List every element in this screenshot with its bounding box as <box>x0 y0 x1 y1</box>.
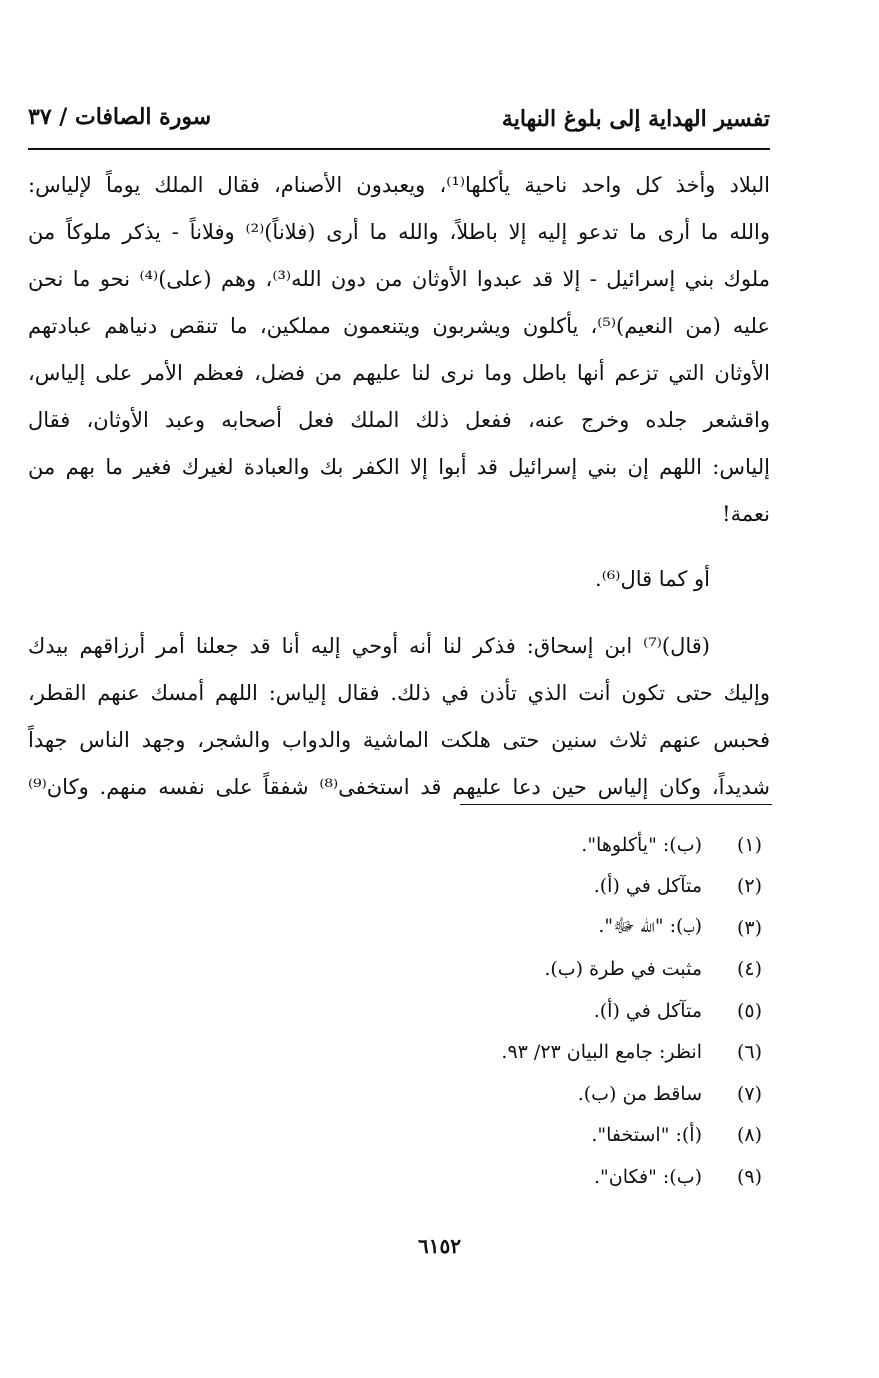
text-line: ملوك بني إسرائيل - إلا قد عبدوا الأوثان من دون الله⁽³⁾، وهم (على)⁽⁴⁾ نحو ما نحن <box>28 267 770 291</box>
footnote-text: متآكل في (أ). <box>593 875 702 898</box>
text-line: الأوثان التي تزعم أنها باطل وما نرى لنا عليهم من فضل، فعظم الأمر على إلياس، <box>28 361 770 385</box>
footnote-text: (ب): "يأكلوها". <box>581 833 702 856</box>
surah-page-label: سورة الصافات / ٣٧ <box>28 104 212 130</box>
footnote-number: (٦) <box>736 1041 762 1064</box>
footnotes <box>300 824 762 1198</box>
footnote-text: ساقط من (ب). <box>577 1082 702 1105</box>
footnote-text: (أ): "استخفا". <box>591 1124 702 1147</box>
footnote-text: انظر: جامع البيان ٢٣/ ٩٣. <box>501 1041 702 1064</box>
footnote <box>300 824 762 866</box>
closing-line: أو كما قال⁽⁶⁾. <box>595 567 710 591</box>
page-number: ٦١٥٢ <box>418 1234 461 1258</box>
footnote <box>300 1073 762 1115</box>
footnote <box>300 949 762 991</box>
text-line: إلياس: اللهم إن بني إسرائيل قد أبوا إلا الكفر بك والعبادة لغيرك فغير ما بهم من <box>28 455 770 479</box>
book-title: تفسير الهداية إلى بلوغ النهاية <box>501 106 770 132</box>
footnote-number: (٧) <box>736 1082 762 1105</box>
text-line: عليه (من النعيم)⁽⁵⁾، يأكلون ويشربون ويتنعمون مملكين، ما تنقص دنياهم عبادتهم <box>28 314 770 338</box>
footnote-number: (٣) <box>736 916 762 939</box>
footnote <box>300 866 762 908</box>
footnote-number: (١) <box>736 833 762 856</box>
footnote-number: (٩) <box>736 1165 762 1188</box>
footnote-number: (٨) <box>736 1124 762 1147</box>
footnote-separator <box>460 804 772 805</box>
text-line: البلاد وأخذ كل واحد ناحية يأكلها⁽¹⁾، ويعبدون الأصنام، فقال الملك يوماً لإلياس: <box>28 173 770 197</box>
text-line: شديداً، وكان إلياس حين دعا عليهم قد استخفى⁽⁸⁾ شفقاً على نفسه منهم. وكان⁽⁹⁾ <box>28 775 770 799</box>
footnote-number: (٤) <box>736 958 762 981</box>
main-text <box>28 162 770 811</box>
text-line: واقشعر جلده وخرج عنه، ففعل ذلك الملك فعل أصحابه وعبد الأوثان، فقال <box>28 408 770 432</box>
text-line: فحبس عنهم ثلاث سنين حتى هلكت الماشية والدواب والشجر، وجهد الناس جهداً <box>28 728 770 752</box>
footnote-text: متآكل في (أ). <box>593 999 702 1022</box>
footnote <box>300 1115 762 1157</box>
footnote-text: (ب): "الله ﷻ". <box>598 914 702 937</box>
text-line: (قال)⁽⁷⁾ ابن إسحاق: فذكر لنا أنه أوحي إليه أنا قد جعلنا أمر أرزاقهم بيدك <box>28 634 710 658</box>
footnote <box>300 1032 762 1074</box>
footnote <box>300 907 762 949</box>
footnote-number: (٢) <box>736 875 762 898</box>
running-header <box>28 100 770 144</box>
text-line: نعمة! <box>722 502 770 526</box>
header-rule <box>28 148 770 150</box>
footnote-text: (ب): "فكان". <box>594 1165 702 1188</box>
text-line: وإليك حتى تكون أنت الذي تأذن في ذلك. فقال إلياس: اللهم أمسك عنهم القطر، <box>28 681 770 705</box>
footnote-number: (٥) <box>736 999 762 1022</box>
footnote <box>300 990 762 1032</box>
footnote <box>300 1156 762 1198</box>
text-line: والله ما أرى ما تدعو إليه إلا باطلاً، والله ما أرى (فلاناً)⁽²⁾ وفلاناً - يذكر ملوكاً من <box>28 220 770 244</box>
footnote-text: مثبت في طرة (ب). <box>544 958 702 981</box>
